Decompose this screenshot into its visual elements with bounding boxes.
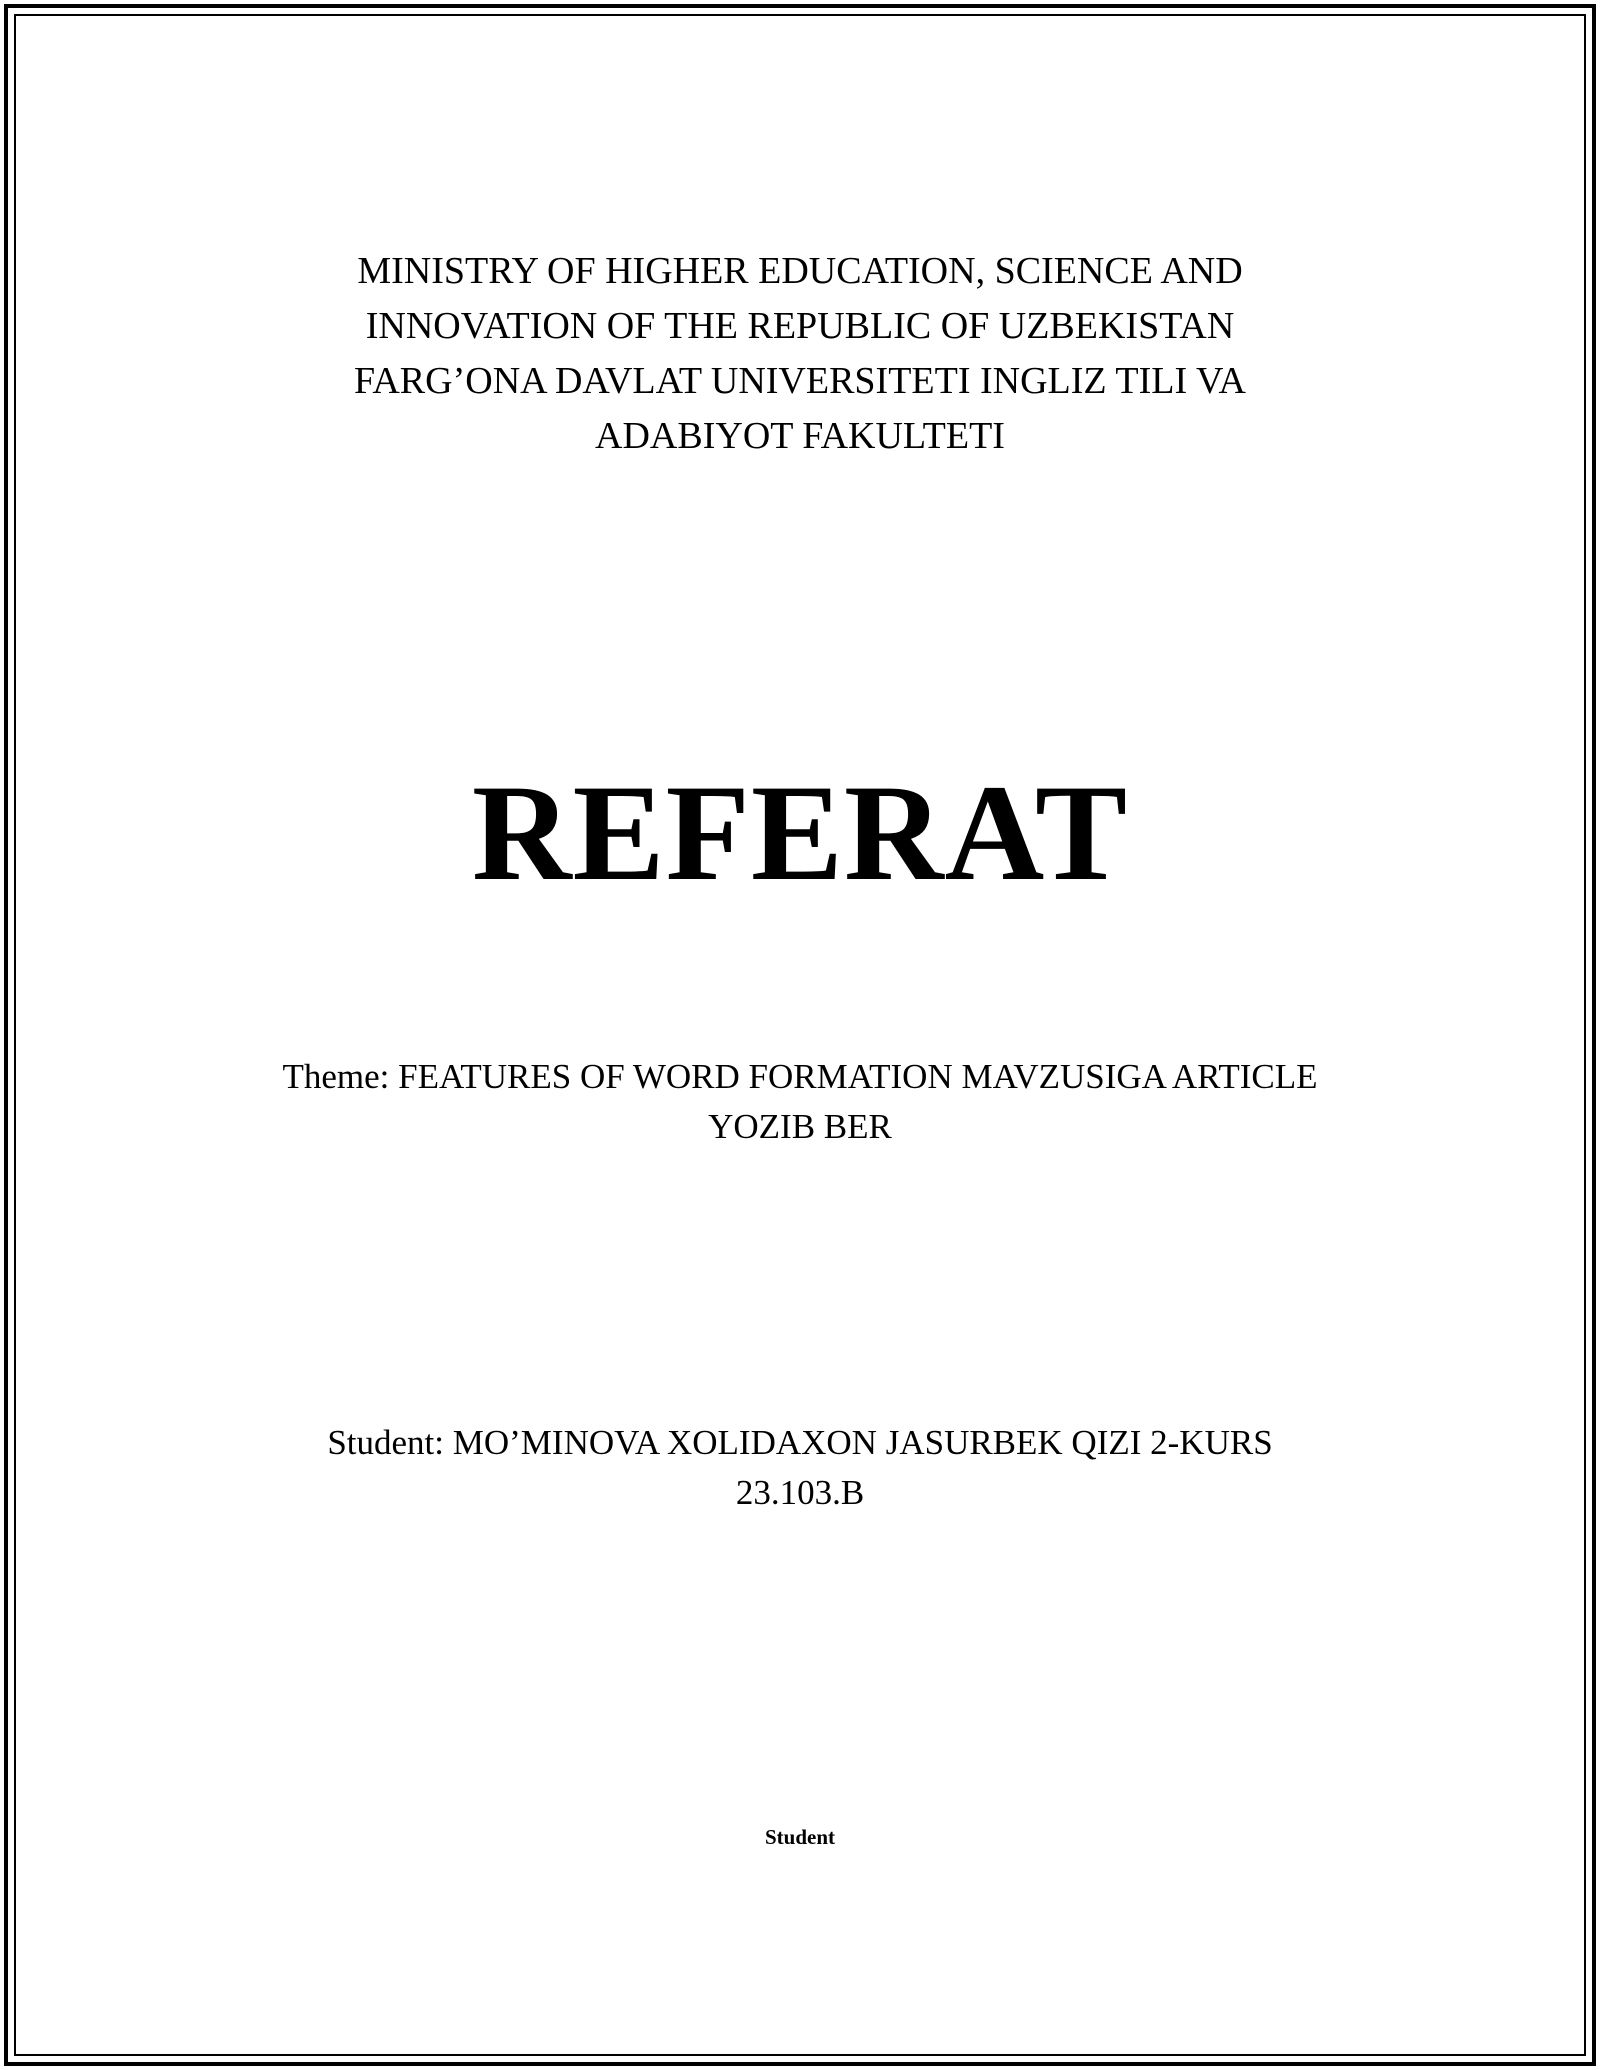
ministry-header-line: MINISTRY OF HIGHER EDUCATION, SCIENCE AND [357, 250, 1243, 292]
student-block [0, 1418, 1600, 1518]
ministry-header [0, 244, 1600, 464]
ministry-header-line: FARG’ONA DAVLAT UNIVERSITETI INGLIZ TILI VA [354, 360, 1246, 402]
theme-line: YOZIB BER [708, 1107, 892, 1146]
student-line: Student: MO’MINOVA XOLIDAXON JASURBEK QIZI 2-KURS [327, 1423, 1273, 1462]
document-title: REFERAT [471, 756, 1129, 909]
theme-block [0, 1052, 1600, 1152]
ministry-header-line: ADABIYOT FAKULTETI [595, 415, 1005, 457]
ministry-header-line: INNOVATION OF THE REPUBLIC OF UZBEKISTAN [365, 305, 1235, 347]
student-line: 23.103.B [735, 1473, 865, 1512]
theme-line: Theme: FEATURES OF WORD FORMATION MAVZUSIGA ARTICLE [282, 1057, 1318, 1096]
footer-student-label: Student [764, 1825, 836, 1849]
